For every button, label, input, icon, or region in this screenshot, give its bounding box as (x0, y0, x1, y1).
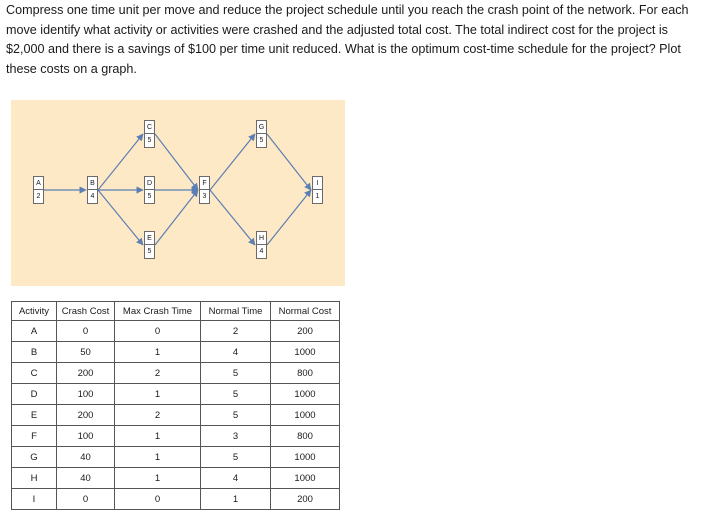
table-cell: 1000 (271, 384, 340, 405)
arrow-b-e (98, 190, 143, 245)
table-row (12, 405, 340, 426)
table-row (12, 426, 340, 447)
table-row (12, 447, 340, 468)
table-cell: 5 (201, 363, 271, 384)
node-name: G (257, 121, 266, 134)
network-arrows (11, 100, 345, 286)
table-row (12, 321, 340, 342)
table-cell: 40 (57, 447, 115, 468)
arrow-f-h (210, 190, 255, 245)
node-name: E (145, 232, 154, 245)
node-duration: 3 (202, 193, 207, 200)
table-cell: 0 (57, 321, 115, 342)
node-name: I (313, 177, 322, 190)
table-cell: 5 (201, 447, 271, 468)
header-activity: Activity (12, 302, 57, 321)
arrow-c-f (155, 134, 198, 190)
table-cell: 800 (271, 426, 340, 447)
network-diagram (11, 100, 345, 286)
node-name: C (145, 121, 154, 134)
table-row (12, 468, 340, 489)
question-text: Compress one time unit per move and reduce the project schedule until you reach the crash point of the network. For each move identify what activity or activities were crashed and the adjusted total cost. The total indirect cost for the project is $2,000 and there is a savings of $100 per time unit reduced. What is the optimum cost-time schedule for the project? Plot these costs on a graph. (6, 3, 689, 76)
table-cell: 1 (115, 384, 201, 405)
table-cell: 5 (201, 384, 271, 405)
table-cell: 100 (57, 426, 115, 447)
node-name: F (200, 177, 209, 190)
table-cell: D (12, 384, 57, 405)
table-row (12, 342, 340, 363)
header-normal-cost: Normal Cost (271, 302, 340, 321)
table-cell: H (12, 468, 57, 489)
node-h (256, 231, 267, 259)
table-cell: 200 (57, 363, 115, 384)
table-cell: 1000 (271, 468, 340, 489)
table-cell: C (12, 363, 57, 384)
table-cell: 1 (115, 447, 201, 468)
table-cell: 2 (201, 321, 271, 342)
arrow-g-i (267, 134, 311, 190)
table-cell: 0 (115, 321, 201, 342)
table-cell: 200 (271, 489, 340, 510)
table-cell: 1 (115, 342, 201, 363)
node-duration: 5 (147, 193, 152, 200)
table-cell: 2 (115, 405, 201, 426)
table-row (12, 384, 340, 405)
table-cell: G (12, 447, 57, 468)
node-g (256, 120, 267, 148)
table-cell: F (12, 426, 57, 447)
table-row (12, 363, 340, 384)
table-cell: 1 (115, 426, 201, 447)
node-i (312, 176, 323, 204)
table-cell: 100 (57, 384, 115, 405)
table-cell: I (12, 489, 57, 510)
table-cell: 800 (271, 363, 340, 384)
table-cell: 0 (57, 489, 115, 510)
node-duration: 1 (315, 193, 320, 200)
header-normal-time: Normal Time (201, 302, 271, 321)
header-max-crash-time: Max Crash Time (115, 302, 201, 321)
table-cell: 5 (201, 405, 271, 426)
table-cell: 3 (201, 426, 271, 447)
node-duration: 5 (147, 248, 152, 255)
node-b (87, 176, 98, 204)
header-crash-cost: Crash Cost (57, 302, 115, 321)
table-cell: 40 (57, 468, 115, 489)
node-e (144, 231, 155, 259)
node-duration: 4 (90, 193, 95, 200)
node-name: H (257, 232, 266, 245)
table-cell: 50 (57, 342, 115, 363)
table-cell: A (12, 321, 57, 342)
table-row (12, 489, 340, 510)
node-name: A (34, 177, 43, 190)
table-cell: 200 (57, 405, 115, 426)
node-duration: 5 (259, 137, 264, 144)
node-a (33, 176, 44, 204)
table-cell: 4 (201, 468, 271, 489)
table-cell: 1000 (271, 447, 340, 468)
table-cell: E (12, 405, 57, 426)
node-name: D (145, 177, 154, 190)
table-cell: 200 (271, 321, 340, 342)
node-duration: 4 (259, 248, 264, 255)
node-d (144, 176, 155, 204)
table-cell: 4 (201, 342, 271, 363)
node-duration: 2 (36, 193, 41, 200)
node-c (144, 120, 155, 148)
activity-table (11, 301, 340, 510)
node-f (199, 176, 210, 204)
table-cell: 0 (115, 489, 201, 510)
table-header-row (12, 302, 340, 321)
node-duration: 5 (147, 137, 152, 144)
arrow-b-c (98, 134, 143, 190)
node-name: B (88, 177, 97, 190)
table-cell: B (12, 342, 57, 363)
table-cell: 1 (115, 468, 201, 489)
table-cell: 1000 (271, 405, 340, 426)
table-cell: 1000 (271, 342, 340, 363)
arrow-f-g (210, 134, 255, 190)
table-cell: 1 (201, 489, 271, 510)
arrow-h-i (267, 190, 311, 245)
table-cell: 2 (115, 363, 201, 384)
arrow-e-f (155, 190, 198, 245)
